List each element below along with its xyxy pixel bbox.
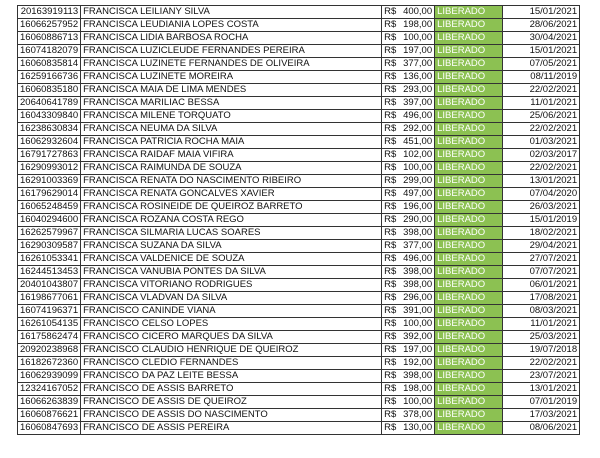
currency-cell: R$ <box>382 110 401 123</box>
beneficiary-id-cell: 16179629014 <box>18 188 81 201</box>
beneficiary-id-cell: 20163919113 <box>18 6 81 19</box>
date-cell: 27/07/2021 <box>503 253 580 266</box>
amount-cell: 100,00 <box>400 32 435 45</box>
currency-cell: R$ <box>382 6 401 19</box>
beneficiary-id-cell: 16175862474 <box>18 331 81 344</box>
amount-cell: 293,00 <box>400 84 435 97</box>
status-cell: LIBERADO <box>435 409 503 422</box>
amount-cell: 377,00 <box>400 240 435 253</box>
currency-cell: R$ <box>382 19 401 32</box>
beneficiary-name-cell: FRANCISCA RAIMUNDA DE SOUZA <box>81 162 382 175</box>
date-cell: 29/04/2021 <box>503 240 580 253</box>
beneficiary-name-cell: FRANCISCA RAIDAF MAIA VIFIRA <box>81 149 382 162</box>
status-cell: LIBERADO <box>435 422 503 435</box>
date-cell: 01/03/2021 <box>503 136 580 149</box>
table-row <box>18 240 580 253</box>
beneficiary-id-cell: 20401043807 <box>18 279 81 292</box>
amount-cell: 136,00 <box>400 71 435 84</box>
currency-cell: R$ <box>382 318 401 331</box>
date-cell: 07/04/2020 <box>503 188 580 201</box>
beneficiary-id-cell: 16074196371 <box>18 305 81 318</box>
date-cell: 06/01/2021 <box>503 279 580 292</box>
beneficiary-name-cell: FRANCISCA VLADVAN DA SILVA <box>81 292 382 305</box>
beneficiary-id-cell: 16238630834 <box>18 123 81 136</box>
amount-cell: 102,00 <box>400 149 435 162</box>
beneficiary-name-cell: FRANCISCA RENATA GONCALVES XAVIER <box>81 188 382 201</box>
status-cell: LIBERADO <box>435 84 503 97</box>
beneficiary-id-cell: 16290309587 <box>18 240 81 253</box>
currency-cell: R$ <box>382 396 401 409</box>
table-body <box>18 6 580 435</box>
amount-cell: 496,00 <box>400 110 435 123</box>
table-row <box>18 58 580 71</box>
currency-cell: R$ <box>382 32 401 45</box>
amount-cell: 397,00 <box>400 97 435 110</box>
currency-cell: R$ <box>382 175 401 188</box>
beneficiary-name-cell: FRANCISCA LUZICLEUDE FERNANDES PEREIRA <box>81 45 382 58</box>
table-row <box>18 19 580 32</box>
beneficiary-id-cell: 16066257952 <box>18 19 81 32</box>
date-cell: 22/02/2021 <box>503 84 580 97</box>
date-cell: 11/01/2021 <box>503 318 580 331</box>
status-cell: LIBERADO <box>435 305 503 318</box>
table-row <box>18 188 580 201</box>
beneficiary-name-cell: FRANCISCO CANINDE VIANA <box>81 305 382 318</box>
beneficiary-name-cell: FRANCISCO DE ASSIS BARRETO <box>81 383 382 396</box>
amount-cell: 196,00 <box>400 201 435 214</box>
status-cell: LIBERADO <box>435 175 503 188</box>
status-cell: LIBERADO <box>435 331 503 344</box>
currency-cell: R$ <box>382 123 401 136</box>
amount-cell: 398,00 <box>400 279 435 292</box>
amount-cell: 398,00 <box>400 370 435 383</box>
table-row <box>18 149 580 162</box>
date-cell: 17/08/2021 <box>503 292 580 305</box>
beneficiary-name-cell: FRANCISCA SUZANA DA SILVA <box>81 240 382 253</box>
status-cell: LIBERADO <box>435 32 503 45</box>
beneficiary-name-cell: FRANCISCA VANUBIA PONTES DA SILVA <box>81 266 382 279</box>
beneficiary-name-cell: FRANCISCA MARILIAC BESSA <box>81 97 382 110</box>
currency-cell: R$ <box>382 357 401 370</box>
table-row <box>18 357 580 370</box>
beneficiary-name-cell: FRANCISCA NEUMA DA SILVA <box>81 123 382 136</box>
beneficiary-id-cell: 16065248459 <box>18 201 81 214</box>
date-cell: 07/07/2021 <box>503 266 580 279</box>
table-row <box>18 214 580 227</box>
currency-cell: R$ <box>382 253 401 266</box>
date-cell: 18/02/2021 <box>503 227 580 240</box>
amount-cell: 198,00 <box>400 383 435 396</box>
beneficiary-name-cell: FRANCISCA ROZANA COSTA REGO <box>81 214 382 227</box>
date-cell: 25/03/2021 <box>503 331 580 344</box>
date-cell: 30/04/2021 <box>503 32 580 45</box>
amount-cell: 377,00 <box>400 58 435 71</box>
status-cell: LIBERADO <box>435 136 503 149</box>
beneficiary-id-cell: 16060847693 <box>18 422 81 435</box>
beneficiary-id-cell: 16043309840 <box>18 110 81 123</box>
table-row <box>18 227 580 240</box>
status-cell: LIBERADO <box>435 357 503 370</box>
beneficiary-id-cell: 20640641789 <box>18 97 81 110</box>
status-cell: LIBERADO <box>435 227 503 240</box>
amount-cell: 392,00 <box>400 331 435 344</box>
currency-cell: R$ <box>382 370 401 383</box>
benefit-list-table <box>17 5 580 435</box>
status-cell: LIBERADO <box>435 110 503 123</box>
amount-cell: 299,00 <box>400 175 435 188</box>
table-row <box>18 84 580 97</box>
beneficiary-name-cell: FRANCISCO CELSO LOPES <box>81 318 382 331</box>
amount-cell: 197,00 <box>400 45 435 58</box>
table-row <box>18 6 580 19</box>
currency-cell: R$ <box>382 331 401 344</box>
beneficiary-id-cell: 16291003369 <box>18 175 81 188</box>
date-cell: 13/01/2021 <box>503 383 580 396</box>
currency-cell: R$ <box>382 227 401 240</box>
date-cell: 23/07/2021 <box>503 370 580 383</box>
date-cell: 15/01/2019 <box>503 214 580 227</box>
currency-cell: R$ <box>382 201 401 214</box>
beneficiary-id-cell: 16290993012 <box>18 162 81 175</box>
amount-cell: 100,00 <box>400 318 435 331</box>
currency-cell: R$ <box>382 188 401 201</box>
currency-cell: R$ <box>382 71 401 84</box>
beneficiary-name-cell: FRANCISCA MAIA DE LIMA MENDES <box>81 84 382 97</box>
beneficiary-name-cell: FRANCISCA PATRICIA ROCHA MAIA <box>81 136 382 149</box>
date-cell: 08/03/2021 <box>503 305 580 318</box>
beneficiary-id-cell: 16198677061 <box>18 292 81 305</box>
table-row <box>18 305 580 318</box>
beneficiary-id-cell: 16060876621 <box>18 409 81 422</box>
date-cell: 08/11/2019 <box>503 71 580 84</box>
beneficiary-id-cell: 16261053341 <box>18 253 81 266</box>
beneficiary-name-cell: FRANCISCA MILENE TORQUATO <box>81 110 382 123</box>
amount-cell: 197,00 <box>400 344 435 357</box>
date-cell: 15/01/2021 <box>503 45 580 58</box>
currency-cell: R$ <box>382 162 401 175</box>
status-cell: LIBERADO <box>435 71 503 84</box>
status-cell: LIBERADO <box>435 149 503 162</box>
amount-cell: 290,00 <box>400 214 435 227</box>
amount-cell: 130,00 <box>400 422 435 435</box>
beneficiary-id-cell: 16259166736 <box>18 71 81 84</box>
date-cell: 17/03/2021 <box>503 409 580 422</box>
beneficiary-id-cell: 16062939099 <box>18 370 81 383</box>
currency-cell: R$ <box>382 422 401 435</box>
table-row <box>18 331 580 344</box>
currency-cell: R$ <box>382 305 401 318</box>
date-cell: 08/06/2021 <box>503 422 580 435</box>
status-cell: LIBERADO <box>435 188 503 201</box>
status-cell: LIBERADO <box>435 6 503 19</box>
currency-cell: R$ <box>382 383 401 396</box>
amount-cell: 451,00 <box>400 136 435 149</box>
table-row <box>18 97 580 110</box>
date-cell: 07/01/2019 <box>503 396 580 409</box>
currency-cell: R$ <box>382 344 401 357</box>
status-cell: LIBERADO <box>435 318 503 331</box>
table-row <box>18 279 580 292</box>
amount-cell: 378,00 <box>400 409 435 422</box>
amount-cell: 198,00 <box>400 19 435 32</box>
beneficiary-name-cell: FRANCISCO CLEDIO FERNANDES <box>81 357 382 370</box>
beneficiary-name-cell: FRANCISCO DE ASSIS PEREIRA <box>81 422 382 435</box>
table-row <box>18 383 580 396</box>
date-cell: 13/01/2021 <box>503 175 580 188</box>
beneficiary-name-cell: FRANCISCA VALDENICE DE SOUZA <box>81 253 382 266</box>
date-cell: 19/07/2018 <box>503 344 580 357</box>
currency-cell: R$ <box>382 97 401 110</box>
amount-cell: 398,00 <box>400 266 435 279</box>
amount-cell: 497,00 <box>400 188 435 201</box>
beneficiary-name-cell: FRANCISCO DE ASSIS DO NASCIMENTO <box>81 409 382 422</box>
date-cell: 07/05/2021 <box>503 58 580 71</box>
table-row <box>18 253 580 266</box>
table-row <box>18 45 580 58</box>
date-cell: 26/03/2021 <box>503 201 580 214</box>
beneficiary-id-cell: 16791727863 <box>18 149 81 162</box>
currency-cell: R$ <box>382 149 401 162</box>
status-cell: LIBERADO <box>435 344 503 357</box>
status-cell: LIBERADO <box>435 58 503 71</box>
status-cell: LIBERADO <box>435 292 503 305</box>
beneficiary-name-cell: FRANCISCO DE ASSIS DE QUEIROZ <box>81 396 382 409</box>
amount-cell: 292,00 <box>400 123 435 136</box>
amount-cell: 100,00 <box>400 162 435 175</box>
status-cell: LIBERADO <box>435 214 503 227</box>
status-cell: LIBERADO <box>435 201 503 214</box>
date-cell: 11/01/2021 <box>503 97 580 110</box>
currency-cell: R$ <box>382 58 401 71</box>
table-row <box>18 110 580 123</box>
table-row <box>18 136 580 149</box>
beneficiary-name-cell: FRANCISCO DA PAZ LEITE BESSA <box>81 370 382 383</box>
currency-cell: R$ <box>382 136 401 149</box>
beneficiary-id-cell: 16060835180 <box>18 84 81 97</box>
amount-cell: 391,00 <box>400 305 435 318</box>
amount-cell: 296,00 <box>400 292 435 305</box>
beneficiary-name-cell: FRANCISCA LEILIANY SILVA <box>81 6 382 19</box>
status-cell: LIBERADO <box>435 123 503 136</box>
amount-cell: 400,00 <box>400 6 435 19</box>
beneficiary-id-cell: 16244513453 <box>18 266 81 279</box>
table-row <box>18 201 580 214</box>
table-row <box>18 396 580 409</box>
date-cell: 15/01/2021 <box>503 6 580 19</box>
date-cell: 28/06/2021 <box>503 19 580 32</box>
beneficiary-id-cell: 16261054135 <box>18 318 81 331</box>
currency-cell: R$ <box>382 279 401 292</box>
beneficiary-id-cell: 16040294600 <box>18 214 81 227</box>
date-cell: 22/02/2021 <box>503 357 580 370</box>
currency-cell: R$ <box>382 45 401 58</box>
status-cell: LIBERADO <box>435 45 503 58</box>
beneficiary-name-cell: FRANCISCA LUZINETE MOREIRA <box>81 71 382 84</box>
date-cell: 22/02/2021 <box>503 123 580 136</box>
beneficiary-name-cell: FRANCISCA VITORIANO RODRIGUES <box>81 279 382 292</box>
status-cell: LIBERADO <box>435 266 503 279</box>
beneficiary-name-cell: FRANCISCA LEUDIANIA LOPES COSTA <box>81 19 382 32</box>
beneficiary-id-cell: 16060835814 <box>18 58 81 71</box>
amount-cell: 100,00 <box>400 396 435 409</box>
status-cell: LIBERADO <box>435 97 503 110</box>
amount-cell: 192,00 <box>400 357 435 370</box>
table-row <box>18 175 580 188</box>
table-row <box>18 422 580 435</box>
table-row <box>18 344 580 357</box>
beneficiary-id-cell: 16182672360 <box>18 357 81 370</box>
beneficiary-id-cell: 16074182079 <box>18 45 81 58</box>
status-cell: LIBERADO <box>435 240 503 253</box>
beneficiary-id-cell: 16060886713 <box>18 32 81 45</box>
beneficiary-name-cell: FRANCISCO CICERO MARQUES DA SILVA <box>81 331 382 344</box>
table-row <box>18 370 580 383</box>
status-cell: LIBERADO <box>435 162 503 175</box>
table-row <box>18 71 580 84</box>
table-row <box>18 292 580 305</box>
beneficiary-name-cell: FRANCISCA LIDIA BARBOSA ROCHA <box>81 32 382 45</box>
date-cell: 25/06/2021 <box>503 110 580 123</box>
table-row <box>18 409 580 422</box>
currency-cell: R$ <box>382 84 401 97</box>
status-cell: LIBERADO <box>435 396 503 409</box>
beneficiary-id-cell: 16066263839 <box>18 396 81 409</box>
beneficiary-id-cell: 16262579967 <box>18 227 81 240</box>
beneficiary-name-cell: FRANCISCA RENATA DO NASCIMENTO RIBEIRO <box>81 175 382 188</box>
beneficiary-id-cell: 20920238968 <box>18 344 81 357</box>
table-row <box>18 32 580 45</box>
status-cell: LIBERADO <box>435 370 503 383</box>
beneficiary-id-cell: 16062932604 <box>18 136 81 149</box>
beneficiary-name-cell: FRANCISCA LUZINETE FERNANDES DE OLIVEIRA <box>81 58 382 71</box>
status-cell: LIBERADO <box>435 279 503 292</box>
beneficiary-name-cell: FRANCISCO CLAUDIO HENRIQUE DE QUEIROZ <box>81 344 382 357</box>
currency-cell: R$ <box>382 240 401 253</box>
table-row <box>18 162 580 175</box>
date-cell: 02/03/2017 <box>503 149 580 162</box>
beneficiary-name-cell: FRANCISCA SILMARIA LUCAS SOARES <box>81 227 382 240</box>
date-cell: 22/02/2021 <box>503 162 580 175</box>
currency-cell: R$ <box>382 409 401 422</box>
status-cell: LIBERADO <box>435 19 503 32</box>
beneficiary-id-cell: 12324167052 <box>18 383 81 396</box>
table-row <box>18 123 580 136</box>
amount-cell: 496,00 <box>400 253 435 266</box>
amount-cell: 398,00 <box>400 227 435 240</box>
status-cell: LIBERADO <box>435 383 503 396</box>
table-row <box>18 318 580 331</box>
currency-cell: R$ <box>382 214 401 227</box>
beneficiary-name-cell: FRANCISCA ROSINEIDE DE QUEIROZ BARRETO <box>81 201 382 214</box>
status-cell: LIBERADO <box>435 253 503 266</box>
table-row <box>18 266 580 279</box>
currency-cell: R$ <box>382 292 401 305</box>
currency-cell: R$ <box>382 266 401 279</box>
